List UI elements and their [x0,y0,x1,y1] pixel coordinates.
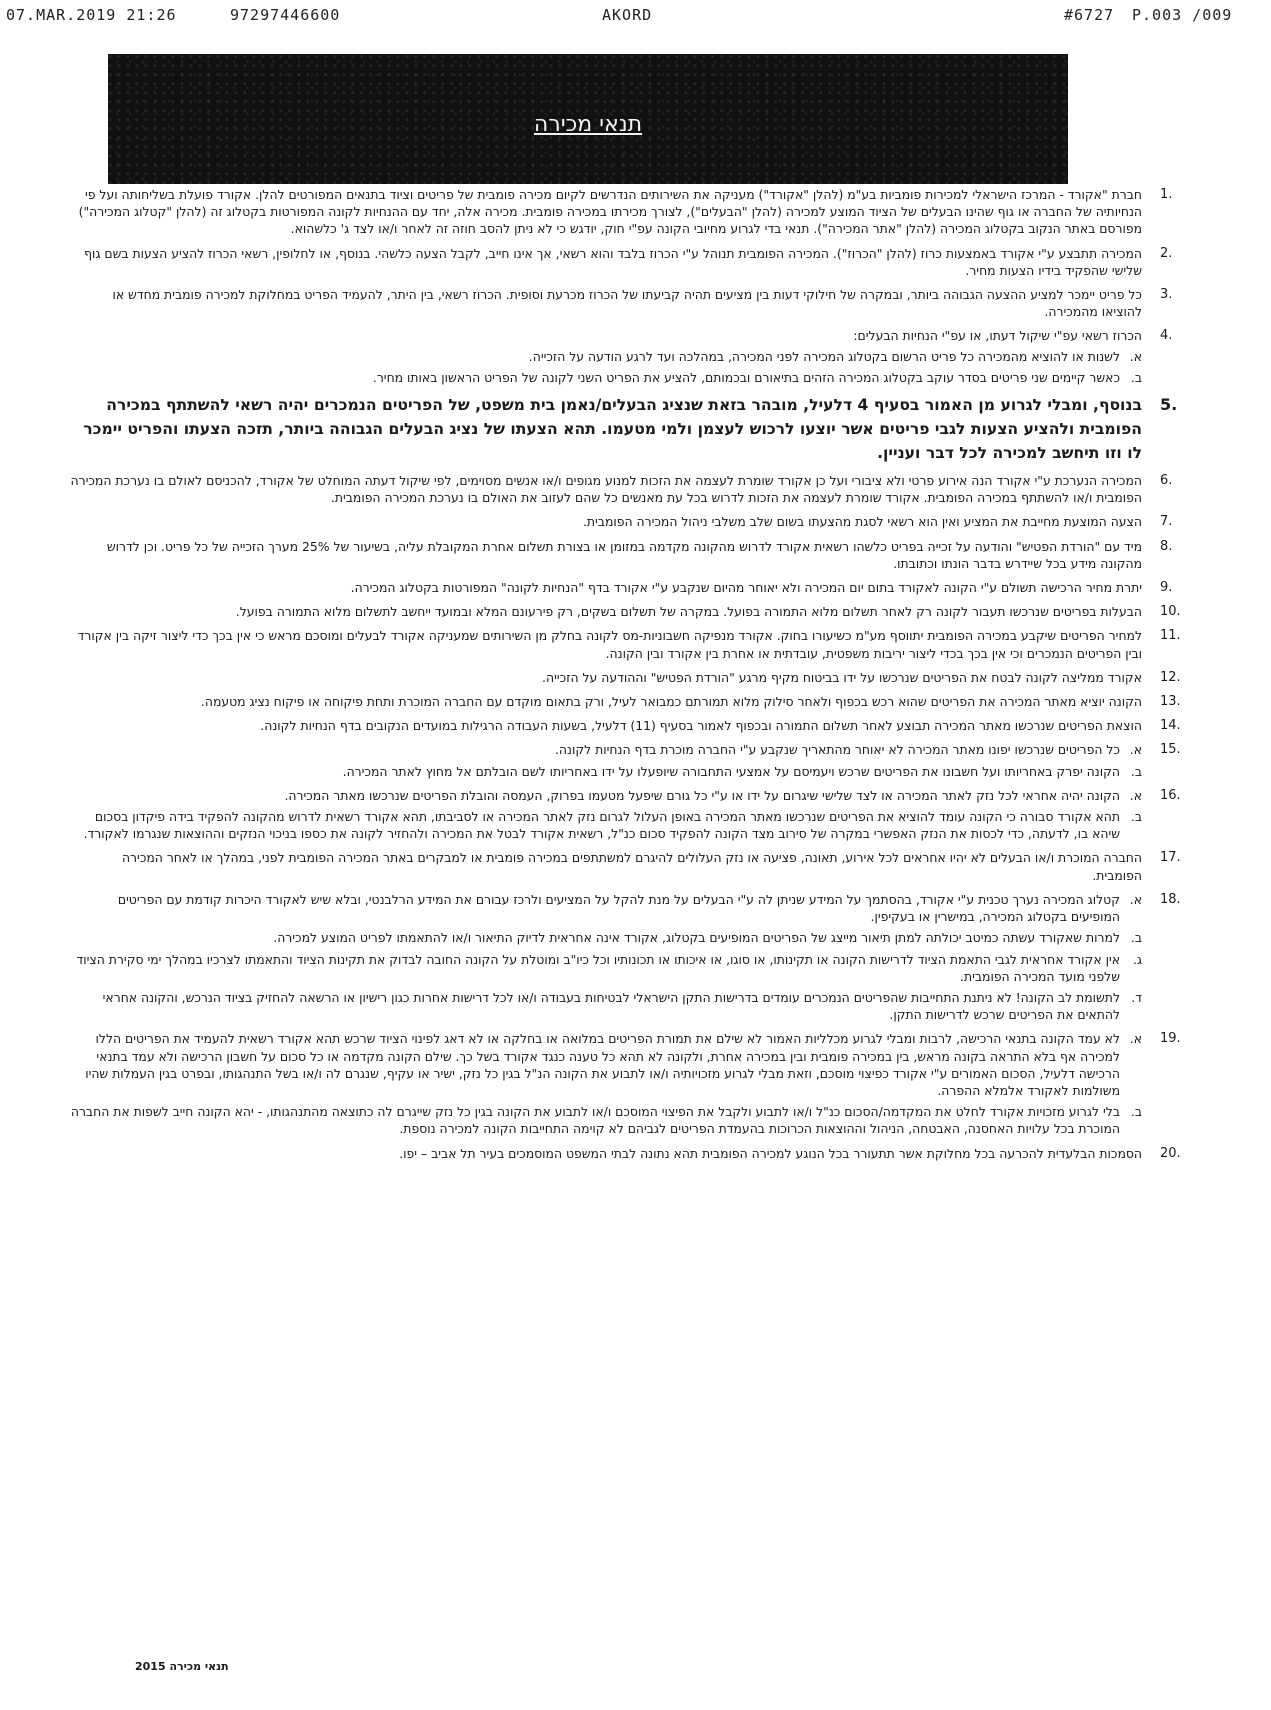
clause-number: 17. [1160,850,1181,866]
subclause-text: לתשומת לב הקונה! לא ניתנת התחייבות שהפריטים הנמכרים עומדים בדרישות התקן הישראלי לבטיחות בעבודה ו/או לכל דרישות אחרות כגון רישיון או הרשאה להחזיק בציוד הנרכש, והקונה אחראי להתאים את הפריטים שרכש לדרישות התקן. [102,989,1120,1023]
subclause-letter: ב. [1130,369,1142,385]
subclause-letter: ג. [1132,951,1142,967]
subclause [70,787,1142,804]
clause-number: 2. [1160,245,1173,261]
page-title: תנאי מכירה [533,112,643,137]
fax-sender: AKORD [602,6,653,24]
clause-number: 11. [1160,628,1181,644]
subclause-letter: ב. [1130,809,1142,825]
clause-text: יתרת מחיר הרכישה תשולם ע"י הקונה לאקורד בתום יום המכירה ולא יאוחר מהיום שנקבע ע"י אקורד בדף "הנחיות לקונה" המפורטות בקטלוג המכירה. [350,580,1142,596]
subclause [70,808,1142,842]
subclause [70,348,1142,365]
clause-number: 15. [1160,742,1181,758]
clause-number: 7. [1160,514,1173,530]
fax-phone: 97297446600 [230,6,341,24]
clause-16 [70,787,1200,843]
clause-1 [70,186,1200,238]
subclause-letter: ד. [1131,989,1142,1005]
fax-job: #6727 [1064,6,1115,24]
subclause-text: לא עמד הקונה בתנאי הרכישה, לרבות ומבלי לגרוע מכלליות האמור לא שילם את תמורת הפריטים במלואה או בחלקה או לא דאג לפינוי הציוד שרכש תהא אקורד רשאית להעמיד את הפריטים הללו למכירה אף בלא התראה בקונה מראש, בין במכירה פומבית ובין במכירה אחרת, ולקונה לא תהא כל טענה כנגד אקורד בשל כך. שילם הקונה מקדמה או כל סכום על חשבון הרכישה ולא עמד בתנאי הרכישה דלעיל, הסכום האמורים ע"י אקורד כפיצוי מוסכם, וזאת מבלי לגרוע מזכויותיה ו/או לתבוע את הקונה הנ"ל בגין כל נזק, ישיר או עקיף, שנגרם לה ו/או בשל התנהגותו, ובפרט בגין העמלות שהיו משולמות לאקורד אלמלא ההפרה. [85,1031,1120,1098]
clause-text: כל פריט יימכר למציע ההצעה הגבוהה ביותר, ובמקרה של חילוקי דעות בין מציעים תהיה קביעתו של הכרוז מכרעת וסופית. הכרוז רשאי, בין היתר, להעמיד הפריט במחלוקת למכירה פומבית מחדש או להוציאו מהמכירה. [112,287,1142,320]
clause-number: 8. [1160,538,1173,554]
subclause-letter: ב. [1130,763,1142,779]
clause-7 [70,513,1200,530]
fax-datetime: 07.MAR.2019 21:26 [6,6,177,24]
clause-number: 19. [1160,1031,1181,1047]
subclause [70,951,1142,985]
subclause-text: בלי לגרוע מזכויות אקורד לחלט את המקדמה/הסכום כנ"ל ו/או לתבוע ולקבל את הפיצוי המוסכם ו/או לתבוע את הקונה בגין כל נזק שייגרם לה כתוצאה מהתנהגותו, - יהא הקונה חייב לשפות את החברה המוכרת בכל עלויות האחסנה, האבטחה, הניהול וההוצאות הכרוכות בהעמדת הפריטים לגביהם לא קוימה התחייבות הקונה למכירה נוספת. [70,1104,1120,1137]
clause-number: 12. [1160,669,1181,685]
subclause-text: אין אקורד אחראית לגבי התאמת הציוד לדרישות הקונה או תקינותו, או סוגו, או איכותו או תכונותיו וכל כיו"ב ומוטלת על הקונה החובה לבדוק את תקינות הציוד והתאמתו לצרכיו במהלך ימי סקירת הציוד שלפני מועד המכירה הפומבית. [76,951,1120,984]
fax-page: P.003 /009 [1132,6,1233,24]
clause-13 [70,693,1200,710]
clause-20 [70,1145,1200,1162]
clause-12 [70,669,1200,686]
clause-text: החברה המוכרת ו/או הבעלים לא יהיו אחראים לכל אירוע, תאונה, פציעה או נזק העלולים להיגרם למשתתפים במכירה פומבית או למבקרים באתר המכירה הפומבית לפני, במהלך או לאחר המכירה הפומבית. [121,850,1142,883]
clause-number: 18. [1160,891,1181,907]
clause-text: הקונה יוציא מאתר המכירה את הפריטים שהוא רכש בכפוף ולאחר סילוק מלוא תמורתם כמבואר לעיל, ורק בתאום מוקדם עם החברה המוכרת ותחת פיקוחה או פיקוח נציג מטעמה. [200,694,1142,710]
clause-14 [70,717,1200,734]
subclause-letter: א. [1129,787,1142,803]
title-banner [108,54,1068,184]
clause-number: 1. [1160,187,1173,202]
clause-text: המכירה תתבצע ע"י אקורד באמצעות כרוז (להלן "הכרוז"). המכירה הפומבית תנוהל ע"י הכרוז בלבד והוא רשאי, אך אינו חייב, לקבל הצעה כלשהי. בנוסף, או לחלופין, רשאי הכרוז להציע הצעות בשם גוף שלישי שהפקיד בידיו הצעות מחיר. [84,245,1142,278]
subclause-text: קטלוג המכירה נערך טכנית ע"י אקורד, בהסתמך על המידע שניתן לה ע"י הבעלים על מנת להקל על המציעים ולרכז עבורם את המידע הרלבנטי, ובלא שיש לאקורד היכרות קודמת עם הפריטים המופיעים בקטלוג המכירה, במישרין או בעקיפין. [117,891,1120,925]
subclause-text: לשנות או להוציא מהמכירה כל פריט הרשום בקטלוג המכירה לפני המכירה, במהלכה ועד לרגע הודעה על הזכייה. [528,348,1120,364]
terms-body [70,186,1200,1169]
clause-text: מיד עם "הורדת הפטיש" והודעה על זכייה בפריט כלשהו רשאית אקורד לדרוש מהקונה מקדמה במזומן או בצורת תשלום אחרת המקובלת עליה, בשיעור של 25% מערך הזכייה של כל פריט. וכן לדרוש מהקונה מידע בכל שיידרש בדבר הונתו וכתובתו. [106,538,1142,571]
clause-text: הסמכות הבלעדית להכרעה בכל מחלוקת אשר תתעורר בכל הנוגע למכירה הפומבית תהא נתונה לבתי המשפט המוסמכים בעיר תל אביב – יפו. [399,1145,1142,1161]
subclause-letter: ב. [1130,930,1142,946]
clause-number: 3. [1160,287,1173,303]
fax-header [0,0,1271,28]
clause-11 [70,627,1200,661]
subclause [70,369,1142,386]
clause-4 [70,327,1200,386]
clause-number: 9. [1160,580,1173,596]
subclause-letter: א. [1129,348,1142,364]
clause-number: 16. [1160,787,1181,803]
clause-10 [70,603,1200,620]
clause-number: 5. [1160,395,1178,415]
clause-2 [70,245,1200,279]
clause-text: למחיר הפריטים שיקבע במכירה הפומבית יתווסף מע"מ כשיעורו בחוק. אקורד מנפיקה חשבוניות-מס לקונה בחלק מן השירותים שמעניקה אקורד לבעלים ומוסכם מראש כי אין בכך כדי ליצור זיקה בין אקורד ובין הפריטים הנמכרים וכי אין בכך בכדי ליצור יריבות משפטית, עובדתית או אחרת בין אקורד ובין הקונה. [77,628,1142,661]
subclause-text: כאשר קיימים שני פריטים בסדר עוקב בקטלוג המכירה הזהים בתיאורם ובכמותם, להציע את הפריט השני לקונה של הפריט הראשון באותו מחיר. [372,369,1120,385]
clause-18 [70,891,1200,1023]
subclause-letter: א. [1129,891,1142,907]
clause-number: 4. [1160,328,1173,344]
clause-text: המכירה הנערכת ע"י אקורד הנה אירוע פרטי ולא ציבורי ועל כן אקורד שומרת לעצמה את הזכות למנוע מגופים ו/או אנשים מסוימים, לפי שיקול דעתה המוחלט של אקורד, להכניסם לאולם בו נערכת המכירה הפומבית ו/או להשתתף במכירה הפומבית. אקורד שומרת לעצמה את הזכות לדרוש בכל עת מאנשים כל שהם לעזוב את האולם בו נערכת המכירה הפומבית. [70,473,1142,506]
subclause [70,741,1142,758]
subclause-letter: ב. [1130,1104,1142,1120]
clause-5 [70,393,1200,465]
subclause [70,1103,1142,1137]
subclause-text: הקונה יפרק באחריותו ועל חשבונו את הפריטים שרכש ויעמיסם על אמצעי התחבורה שיופעלו על ידו באחריותו לשם הובלתם אל מחוץ לאתר המכירה. [342,763,1120,779]
subclause-letter: א. [1129,742,1142,758]
subclause-text: הקונה יהיה אחראי לכל נזק לאתר המכירה או לצד שלישי שיגרום על ידו או ע"י כל גורם שיפעל מטעמו בפרוק, העמסה והובלת הפריטים שנרכשו מאתר המכירה. [284,787,1120,803]
page-footer: תנאי מכירה 2015 [135,1660,229,1673]
subclause [70,989,1142,1023]
clause-9 [70,579,1200,596]
subclause [70,1030,1142,1099]
clause-text: אקורד ממליצה לקונה לבטח את הפריטים שנרכשו על ידו בביטוח מקיף מרגע "הורדת הפטיש" וההודעה על הזכייה. [542,669,1142,685]
subclause-text: כל הפריטים שנרכשו יפונו מאתר המכירה לא יאוחר מהתאריך שנקבע ע"י החברה מוכרת בדף הנחיות לקונה. [554,742,1120,758]
subclause [70,929,1142,946]
clause-8 [70,538,1200,572]
clause-number: 14. [1160,718,1181,734]
subclause [70,891,1142,925]
clause-text: הבעלות בפריטים שנרכשו תעבור לקונה רק לאחר תשלום מלוא התמורה בפועל. במקרה של תשלום בשקים, רק פירעונם המלא ובמועד ייחשב לתשלום מלוא התמורה בפועל. [235,604,1142,620]
clause-19 [70,1030,1200,1137]
clause-text: חברת "אקורד - המרכז הישראלי למכירות פומביות בע"מ (להלן "אקורד") מעניקה את השירותים הנדרשים לקיום מכירה פומבית של פריטים וציוד בתנאים המפורטים להלן. אקורד פועלת בשליחותה ועל פי הנחיותיה של החברה או גוף שהינו הבעלים של הציוד המוצע למכירה (להלן "הבעלים"), לצורך מכירתו במכירה פומבית. מכירה אלה, יחד עם ההנחיות לקונה המפורטות בקטלוג זה (להלן "קטלוג המכירה") מפורסם באתר הנקוב בקטלוג המכירה (להלן "אתר המכירה"). תנאי בדי לגרוע מחיובי הקונה עפ"י חוק, יודגש כי לא ניתן להסב חוזה זה לאחר ו/או לצד ג' כלשהוא. [78,187,1142,237]
clause-text: הוצאת הפריטים שנרכשו מאתר המכירה תבוצע לאחר תשלום התמורה ובכפוף לאמור בסעיף (11) דלעיל, בשעות העבודה הרגילות במועדים הנקובים בדף הנחיות לקונה. [260,718,1142,734]
clause-6 [70,472,1200,506]
clause-number: 10. [1160,604,1181,620]
clause-3 [70,286,1200,320]
clause-15 [70,741,1200,779]
clause-text: הצעה המוצעת מחייבת את המציע ואין הוא רשאי לסגת מהצעתו בשום שלב משלבי ניהול המכירה הפומבית. [582,514,1142,530]
clause-number: 20. [1160,1145,1181,1161]
subclause-text: תהא אקורד סבורה כי הקונה עומד להוציא את הפריטים שנרכשו מאתר המכירה באופן העלול לגרום נזק לאתר המכירה או לסביבתו, תהא אקורד רשאית לדרוש מהקונה להפקיד בידה פיקדון בסכום שיהא בו, לדעתה, כדי לכסות את הנזק האפשרי במקרה של סירוב מצד הקונה להפקיד סכום כנ"ל, רשאית אקורד לבטל את המכירה ולהחזיר לקונה את כספו בניכוי הנזקים וההוצאות שנגרמו לאקורד. [83,809,1120,842]
clause-text: בנוסף, ומבלי לגרוע מן האמור בסעיף 4 דלעיל, מובהר בזאת שנציג הבעלים/נאמן בית משפט, של הפריטים הנמכרים יהיה רשאי להשתתף במכירה הפומבית ולהציע הצעות לגבי פריטים אשר יוצעו לרכוש לעצמן ולמי מטעמו. תהא הצעתו של נציג הבעלים הגבוהה ביותר, תזכה הצעתו והפריט יימכר לו וזו תיחשב למכירה לכל דבר ועניין. [83,396,1142,463]
subclause-letter: א. [1129,1031,1142,1047]
clause-number: 6. [1160,473,1173,489]
subclause [70,763,1142,780]
subclause-text: למרות שאקורד עשתה כמיטב יכולתה למתן תיאור מייצג של הפריטים המופיעים בקטלוג, אקורד אינה אחראית לדיוק התיאור ו/או להתאמתו לפריט המוצע למכירה. [273,930,1120,946]
clause-17 [70,849,1200,883]
clause-number: 13. [1160,694,1181,710]
clause-text: הכרוז רשאי עפ"י שיקול דעתו, או עפ"י הנחיות הבעלים: [853,328,1142,344]
